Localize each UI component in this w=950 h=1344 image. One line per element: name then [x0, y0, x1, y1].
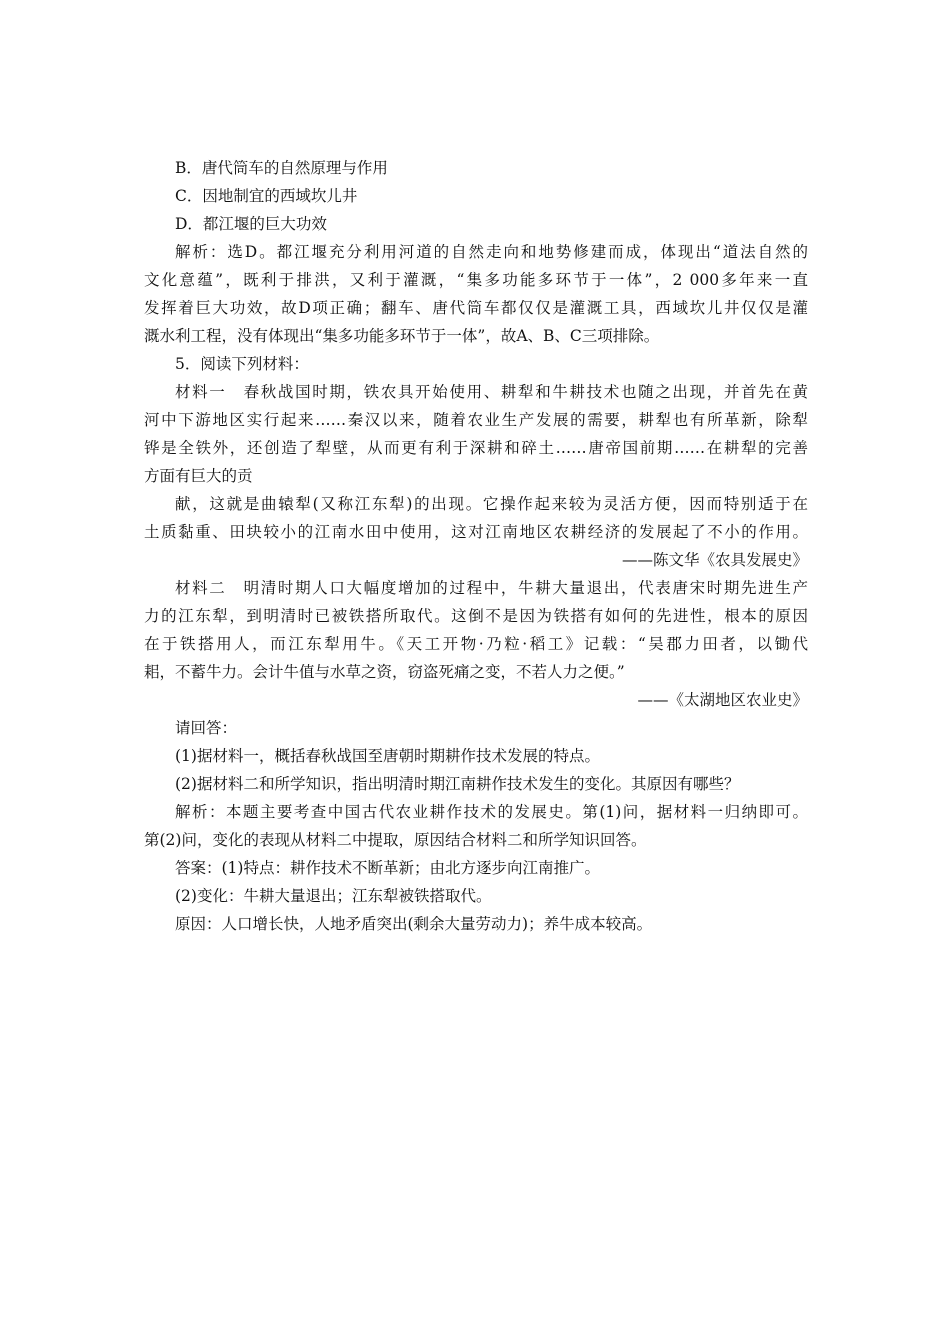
please-answer: 请回答： [175, 719, 238, 737]
question-5-title: 5．阅读下列材料： [175, 355, 309, 373]
answer-line-2: (2)变化：牛耕大量退出；江东犁被铁搭取代。 [175, 887, 492, 905]
sub-question-2: (2)据材料二和所学知识，指出明清时期江南耕作技术发生的变化。其原因有哪些？ [175, 775, 740, 793]
analysis-line-4: 溉水利工程，没有体现出“集多功能多环节于一体”，故A、B、C三项排除。 [144, 327, 660, 345]
option-d: D．都江堰的巨大功效 [175, 215, 327, 233]
analysis-line-3: 发挥着巨大功效，故D项正确；翻车、唐代筒车都仅仅是灌溉工具，西域坎儿井仅仅是灌 [144, 299, 808, 317]
material-1-line-4: 方面有巨大的贡 [144, 467, 253, 485]
analysis-2-line-1: 解析：本题主要考查中国古代农业耕作技术的发展史。第(1)问，据材料一归纳即可。 [175, 803, 808, 821]
material-2-line-1: 材料二 明清时期人口大幅度增加的过程中，牛耕大量退出，代表唐宋时期先进生产 [175, 579, 808, 597]
material-2-line-2: 力的江东犁，到明清时已被铁搭所取代。这倒不是因为铁搭有如何的先进性，根本的原因 [144, 607, 808, 625]
answer-line-3: 原因：人口增长快，人地矛盾突出(剩余大量劳动力)；养牛成本较高。 [175, 915, 653, 933]
material-1-line-3: 铧是全铁外，还创造了犁壁，从而更有利于深耕和碎土……唐帝国前期……在耕犁的完善 [144, 439, 808, 457]
option-c: C．因地制宜的西域坎儿井 [175, 187, 358, 205]
analysis-2-line-2: 第(2)问，变化的表现从材料二中提取，原因结合材料二和所学知识回答。 [144, 831, 647, 849]
answer-line-1: 答案：(1)特点：耕作技术不断革新；由北方逐步向江南推广。 [175, 859, 600, 877]
option-b: B．唐代筒车的自然原理与作用 [175, 159, 388, 177]
material-2-line-3: 在于铁搭用人，而江东犁用牛。《天工开物·乃粒·稻工》记载：“吴郡力田者，以锄代 [144, 635, 808, 653]
material-1-line-2: 河中下游地区实行起来……秦汉以来，随着农业生产发展的需要，耕犁也有所革新，除犁 [144, 411, 808, 429]
material-1-line-1: 材料一 春秋战国时期，铁农具开始使用、耕犁和牛耕技术也随之出现，并首先在黄 [175, 383, 808, 401]
analysis-line-1: 解析：选D。都江堰充分利用河道的自然走向和地势修建而成，体现出“道法自然的 [175, 243, 808, 261]
material-1-line-6: 土质黏重、田块较小的江南水田中使用，这对江南地区农耕经济的发展起了不小的作用。 [144, 523, 808, 541]
material-2-source: ——《太湖地区农业史》 [637, 691, 808, 709]
document-body [144, 154, 808, 938]
material-2-line-4: 耜，不蓄牛力。会计牛值与水草之资，窃盗死痛之变，不若人力之便。” [144, 663, 625, 681]
material-1-source: ——陈文华《农具发展史》 [621, 551, 808, 569]
material-1-line-5: 献，这就是曲辕犁(又称江东犁)的出现。它操作起来较为灵活方便，因而特别适于在 [175, 495, 808, 513]
sub-question-1: (1)据材料一，概括春秋战国至唐朝时期耕作技术发展的特点。 [175, 747, 600, 765]
analysis-line-2: 文化意蕴”，既利于排洪，又利于灌溉，“集多功能多环节于一体”，2 000多年来一直 [144, 271, 808, 289]
